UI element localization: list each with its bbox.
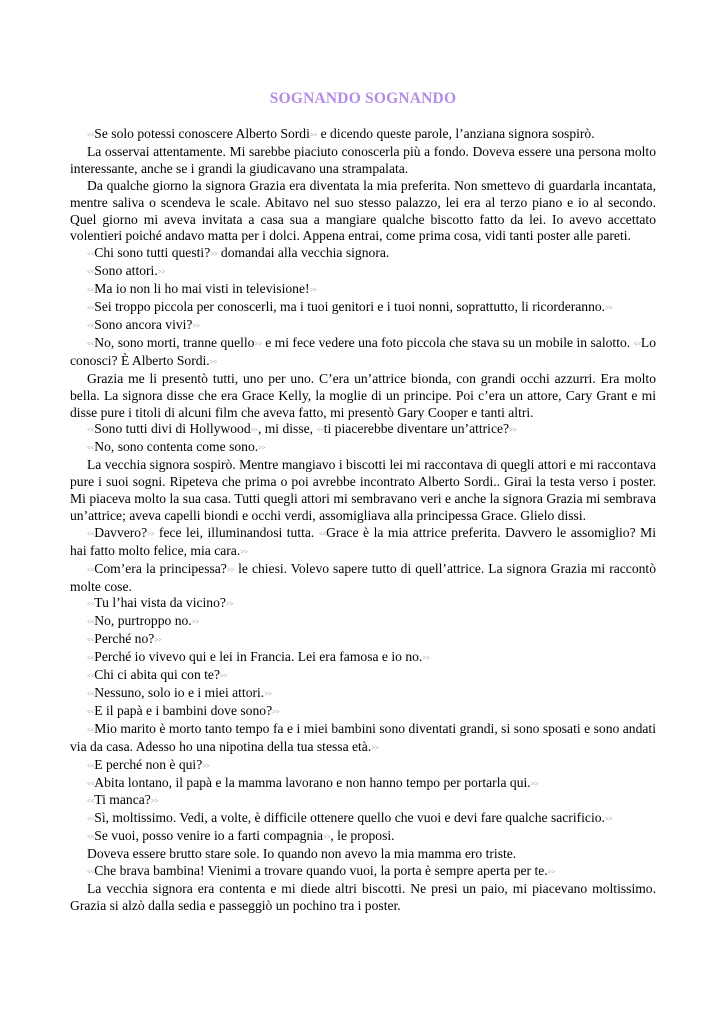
paragraph: <<Sono tutti divi di Hollywood>>, mi disse, <<ti piacerebbe diventare un’attrice?>>	[87, 421, 517, 437]
paragraph: <<E il papà e i bambini dove sono?>>	[87, 702, 280, 718]
paragraph: <<Chi sono tutti questi?>> domandai alla vecchia signora.	[87, 245, 390, 261]
quote-mark: >>	[509, 426, 517, 435]
quote-mark: <<	[87, 797, 95, 806]
quote-mark: >>	[309, 131, 318, 139]
quote-mark: <<	[87, 250, 95, 259]
quote-mark: >>	[154, 636, 162, 645]
paragraph: <<E perché non è qui?>>	[87, 756, 210, 772]
paragraph: <<Chi ci abita qui con te?>>	[87, 667, 228, 683]
quote-mark: <<	[87, 654, 95, 663]
quote-mark: >>	[530, 779, 538, 788]
quote-mark: >>	[422, 654, 430, 663]
paragraph: <<Sì, moltissimo. Vedi, a volte, è difficile ottenere quello che vuoi e devi fare qualche sacrificio.>>	[87, 810, 613, 826]
quote-mark: <<	[87, 600, 95, 609]
quote-mark: <<	[87, 779, 95, 788]
paragraph: <<Davvero?>> fece lei, illuminandosi tutta. <<Grace è la mia attrice preferita. Davvero le assomiglio? Mi hai fatto molto felice, mia cara.>>	[70, 524, 656, 558]
quote-mark: >>	[323, 833, 331, 842]
quote-mark: >>	[150, 797, 159, 806]
quote-mark: <<	[87, 815, 95, 824]
quote-mark: >>	[226, 565, 235, 574]
quote-mark: <<	[87, 565, 95, 574]
quote-mark: >>	[209, 357, 217, 366]
quote-mark: >>	[202, 761, 210, 770]
quote-mark: <<	[87, 339, 95, 348]
paragraph: <<Tu l’hai vista da vicino?>>	[87, 595, 234, 611]
paragraph: <<Ti manca?>>	[87, 792, 159, 808]
paragraph: <<Ma io non li ho mai visti in televisione!>>	[87, 281, 317, 297]
paragraph: <<Sono ancora vivi?>>	[87, 316, 200, 332]
paragraph: La vecchia signora era contenta e mi diede altri biscotti. Ne presi un paio, mi piacevano moltissimo. Grazia si alzò dalla sedia e passeggiò un pochino tra i poster.	[70, 880, 656, 913]
paragraph: <<No, sono contenta come sono.>>	[87, 439, 266, 455]
quote-mark: >>	[250, 426, 258, 435]
document-body	[70, 126, 656, 915]
quote-mark: <<	[87, 618, 95, 627]
paragraph: <<Perché io vivevo qui e lei in Francia. Lei era famosa e io no.>>	[87, 649, 430, 665]
quote-mark: >>	[254, 339, 262, 348]
quote-mark: >>	[157, 268, 166, 277]
quote-mark: <<	[87, 761, 95, 770]
quote-mark: >>	[225, 600, 234, 609]
paragraph: <<Se solo potessi conoscere Alberto Sordi>> e dicendo queste parole, l’anziana signora sospirò.	[87, 126, 595, 141]
paragraph: <<Abita lontano, il papà e la mamma lavorano e non hanno tempo per portarla qui.>>	[87, 774, 538, 790]
quote-mark: <<	[87, 690, 95, 698]
paragraph: La vecchia signora sospirò. Mentre mangiavo i biscotti lei mi raccontava di quegli attori e mi raccontava pure i suoi sogni. Ripeteva che prima o poi avrebbe incontrato Alberto Sordi.. Girai la testa verso i poster. Mi piaceva molto la sua casa. Tutti quegli attori mi sembravano veri e anche la signora Grazia mi sembrava un’attrice; aveva capelli biondi e occhi verdi, assomigliava alla principessa Grace. Glielo dissi.	[70, 457, 656, 523]
quote-mark: >>	[192, 321, 200, 330]
quote-mark: <<	[87, 868, 95, 877]
quote-mark: >>	[371, 743, 379, 752]
paragraph: <<Mio marito è morto tanto tempo fa e i miei bambini sono diventati grandi, si sono sposati e sono andati via da casa. Adesso ho una nipotina della tua stessa età.>>	[70, 720, 656, 754]
paragraph: Grazia me li presentò tutti, uno per uno. C’era un’attrice bionda, con grandi occhi azzurri. Era molto bella. La signora disse che era Grace Kelly, la moglie di un principe. Poi c’era un attore, Cary Grant e mi disse pure i titoli di alcuni film che aveva fatto, mi presentò Gary Cooper e tanti altri.	[70, 370, 656, 420]
quote-mark: <<	[318, 529, 327, 538]
paragraph: <<Che brava bambina! Vienimi a trovare quando vuoi, la porta è sempre aperta per te.>>	[87, 863, 555, 879]
quote-mark: >>	[147, 529, 155, 538]
paragraph: <<No, purtroppo no.>>	[87, 613, 200, 629]
quote-mark: >>	[264, 690, 272, 698]
quote-mark: <<	[87, 268, 95, 277]
quote-mark: <<	[87, 131, 95, 139]
quote-mark: >>	[272, 707, 280, 716]
paragraph: <<Sono attori.>>	[87, 263, 166, 279]
paragraph: <<Nessuno, solo io e i miei attori.>>	[87, 685, 272, 700]
quote-mark: <<	[87, 321, 95, 330]
quote-mark: <<	[87, 529, 95, 538]
quote-mark: >>	[220, 672, 228, 681]
quote-mark: <<	[316, 426, 324, 435]
quote-mark: <<	[633, 339, 641, 348]
quote-mark: >>	[604, 815, 613, 824]
quote-mark: >>	[309, 286, 317, 295]
quote-mark: <<	[87, 672, 95, 681]
quote-mark: <<	[87, 304, 95, 313]
paragraph: <<Com’era la principessa?>> le chiesi. Volevo sapere tutto di quell’attrice. La signora Grazia mi raccontò molte cose.	[70, 560, 656, 594]
paragraph: <<No, sono morti, tranne quello>> e mi fece vedere una foto piccola che stava su un mobile in salotto. <<Lo conosci? È Alberto Sordi.>>	[70, 334, 656, 368]
quote-mark: <<	[87, 426, 95, 435]
quote-mark: <<	[87, 286, 95, 295]
quote-mark: >>	[191, 618, 200, 627]
quote-mark: <<	[87, 636, 95, 645]
quote-mark: >>	[605, 304, 613, 313]
paragraph: <<Se vuoi, posso venire io a farti compagnia>>, le proposi.	[87, 828, 395, 844]
quote-mark: >>	[240, 547, 248, 556]
quote-mark: >>	[547, 868, 555, 877]
paragraph: <<Sei troppo piccola per conoscerli, ma i tuoi genitori e i tuoi nonni, soprattutto, li ricorderanno.>>	[87, 299, 613, 315]
document-title: SOGNANDO SOGNANDO	[269, 90, 457, 107]
quote-mark: <<	[87, 444, 95, 453]
quote-mark: >>	[210, 250, 218, 259]
paragraph: La osservai attentamente. Mi sarebbe piaciuto conoscerla più a fondo. Doveva essere una persona molto interessante, anche se i grandi la giudicavano una strampalata.	[70, 143, 656, 176]
quote-mark: <<	[87, 707, 95, 716]
quote-mark: >>	[258, 444, 266, 453]
paragraph: Da qualche giorno la signora Grazia era diventata la mia preferita. Non smettevo di guardarla incantata, mentre saliva o scendeva le scale. Abitavo nel suo stesso palazzo, lei era al terzo piano e io al secondo. Quel giorno mi aveva invitata a casa sua a mangiare qualche biscotto fatto da lei. Io avevo accettato volentieri poiché andavo matta per i dolci. Appena entrai, come prima cosa, vidi tanti poster alle pareti.	[70, 177, 656, 244]
quote-mark: <<	[87, 725, 95, 734]
quote-mark: <<	[87, 833, 95, 842]
paragraph: <<Perché no?>>	[87, 631, 162, 647]
paragraph: Doveva essere brutto stare sole. Io quando non avevo la mia mamma ero triste.	[87, 846, 517, 862]
